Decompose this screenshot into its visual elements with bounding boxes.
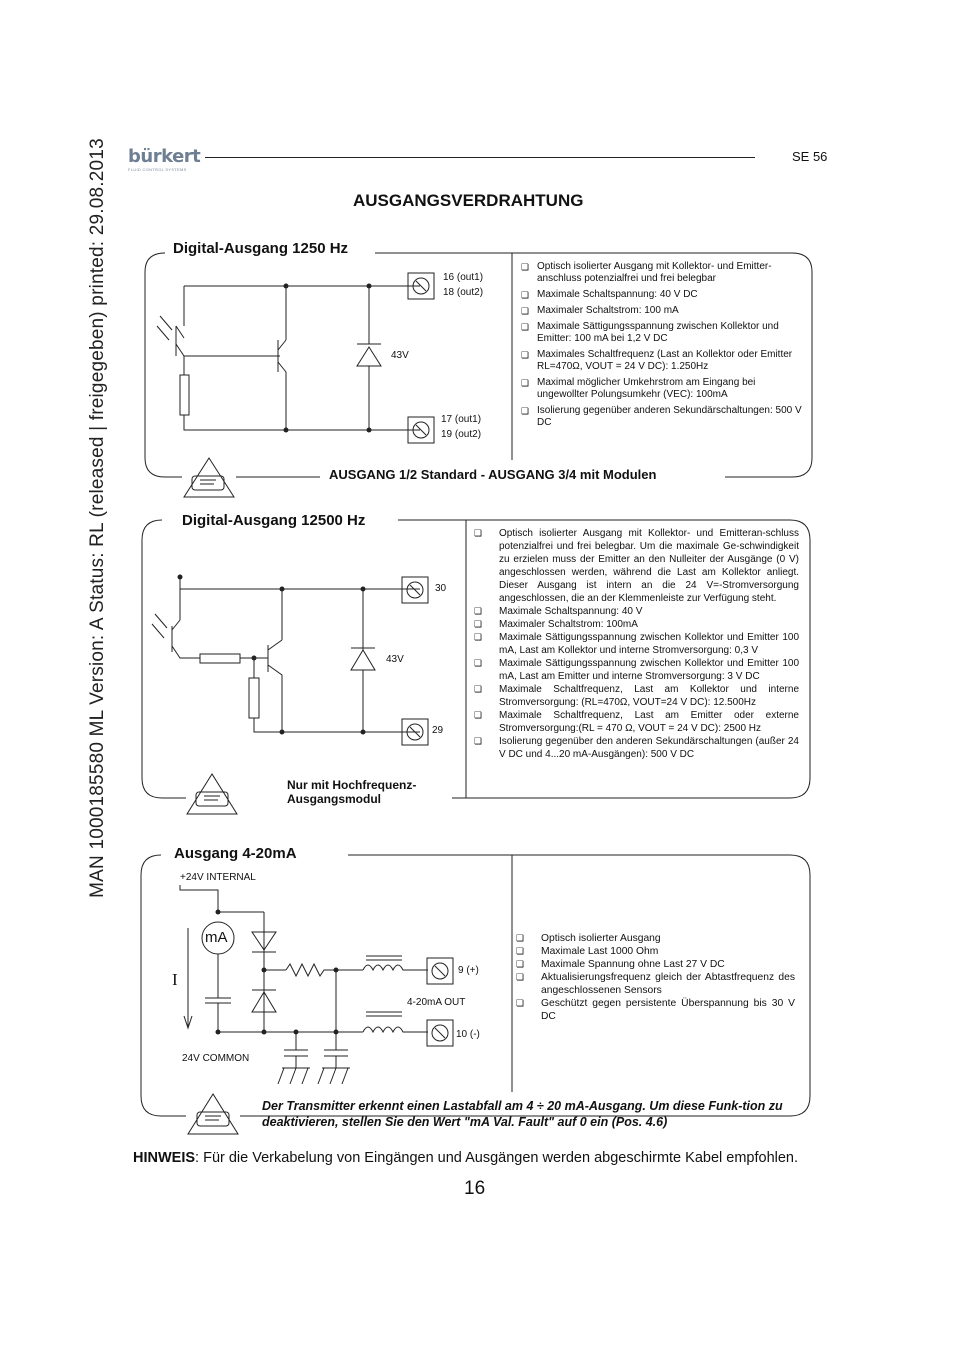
label-24v-common: 24V COMMON xyxy=(182,1053,250,1064)
section1-spec-list xyxy=(521,261,803,433)
terminal-18-label: 18 (out2) xyxy=(443,287,484,298)
logo-subline: FLUID CONTROL SYSTEMS xyxy=(128,167,187,172)
terminal-30-label: 30 xyxy=(435,583,447,594)
hint-text: : Für die Verkabelung von Eingängen und Ausgängen werden abgeschirmte Kabel empfohlen. xyxy=(195,1150,799,1166)
spec-item: ❏ Maximale Spannung ohne Last 27 V DC xyxy=(516,958,795,971)
spec-item: ❏ Maximale Sättigungsspannung zwischen Kollektor und Emitter 100 mA, Last am Emitter und interne Stromversorgung: 3 V DC xyxy=(474,657,799,683)
label-24v-internal: +24V INTERNAL xyxy=(180,872,256,883)
logo-wordmark: bürkert xyxy=(128,146,201,167)
terminal-17-label: 17 (out1) xyxy=(441,414,482,425)
terminal-9-label: 9 (+) xyxy=(458,965,479,976)
spec-item: ❏ Optisch isolierter Ausgang xyxy=(516,932,795,945)
spec-item: ❏ Isolierung gegenüber den anderen Sekundärschaltungen (außer 24 V DC und 4...20 mA-Ausgängen): 500 V DC xyxy=(474,735,799,761)
out-label: 4-20mA OUT xyxy=(407,997,466,1008)
section2-title: Digital-Ausgang 12500 Hz xyxy=(182,512,366,529)
section2-spec-list xyxy=(474,527,799,761)
section2-caption: Nur mit Hochfrequenz-Ausgangsmodul xyxy=(287,778,417,806)
hint-paragraph xyxy=(133,1150,798,1166)
hand-pointer-icon-2 xyxy=(187,774,237,814)
spec-item: ❏ Aktualisierungsfrequenz gleich der Abtastfrequenz des angeschlossenen Sensors xyxy=(516,971,795,997)
spec-item: ❏ Maximale Schaltspannung: 40 V xyxy=(474,605,799,618)
spec-item: ❏ Maximaler Schaltstrom: 100 mA xyxy=(521,305,803,317)
hand-pointer-icon xyxy=(184,458,234,497)
terminal-29-label: 29 xyxy=(432,725,444,736)
page-title: AUSGANGSVERDRAHTUNG xyxy=(353,191,584,210)
zener-label: 43V xyxy=(391,350,409,361)
meter-label: mA xyxy=(205,929,228,946)
page-code: SE 56 xyxy=(792,149,828,164)
spec-item: ❏ Isolierung gegenüber anderen Sekundärschaltungen: 500 V DC xyxy=(521,405,803,429)
spec-item: ❏ Maximale Schaltspannung: 40 V DC xyxy=(521,289,803,301)
spec-item: ❏ Maximale Last 1000 Ohm xyxy=(516,945,795,958)
terminal-16-label: 16 (out1) xyxy=(443,272,484,283)
spec-item: ❏ Optisch isolierter Ausgang mit Kollektor- und Emitter-anschluss potenzialfrei und frei belegbar xyxy=(521,261,803,285)
page-number: 16 xyxy=(464,1178,486,1199)
section3-spec-list xyxy=(516,932,795,1023)
stamp-text: MAN 1000185580 ML Version: A Status: RL (released | freigegeben) printed: 29.08.2013 xyxy=(87,138,108,898)
spec-item: ❏ Maximaler Schaltstrom: 100mA xyxy=(474,618,799,631)
spec-item: ❏ Optisch isolierter Ausgang mit Kollektor- und Emitteran-schluss potenzialfrei und frei belegbar. Um die maximale Ge-schwindigkeit zu erzielen muss der Emitter an den Nulleiter der Ausgänge (0 V) angeschlossen werden, während die Last am Kollektor anliegt. Dieser Ausgang ist intern an die 24 V=-Stromversorgung angeschlossen, die an der Klemmenleiste zur Verfügung steht. xyxy=(474,527,799,605)
zener-label-2: 43V xyxy=(386,654,404,665)
spec-item: ❏ Geschützt gegen persistente Überspannung bis 30 V DC xyxy=(516,997,795,1023)
spec-item: ❏ Maximales Schaltfrequenz (Last an Kollektor oder Emitter RL=470Ω, VOUT = 24 V DC): 1.250Hz xyxy=(521,349,803,373)
hand-pointer-icon-3 xyxy=(188,1094,238,1134)
terminal-19-label: 19 (out2) xyxy=(441,429,482,440)
spec-item: ❏ Maximal möglicher Umkehrstrom am Eingang bei ungewollter Polungsumkehr (VEC): 100mA xyxy=(521,377,803,401)
spec-item: ❏ Maximale Schaltfrequenz, Last am Kollektor und interne Stromversorgung: (RL=470Ω, VOUT=24 V DC): 12.500Hz xyxy=(474,683,799,709)
current-label: I xyxy=(172,970,178,989)
section1-caption: AUSGANG 1/2 Standard - AUSGANG 3/4 mit Modulen xyxy=(329,467,657,482)
hint-label: HINWEIS xyxy=(133,1150,196,1166)
section3-note: Der Transmitter erkennt einen Lastabfall am 4 ÷ 20 mA-Ausgang. Um diese Funk-tion zu deaktivieren, stellen Sie den Wert "mA Val. Fault" auf 0 ein (Pos. 4.6) xyxy=(262,1099,783,1129)
spec-item: ❏ Maximale Schaltfrequenz, Last am Emitter oder externe Stromversorgung:(RL = 470 Ω, VOUT = 24 V DC): 2500 Hz xyxy=(474,709,799,735)
spec-item: ❏ Maximale Sättigungsspannung zwischen Kollektor und Emitter 100 mA, Last am Kollektor und interne Stromversorgung: 0,3 V xyxy=(474,631,799,657)
section1-title: Digital-Ausgang 1250 Hz xyxy=(173,240,349,257)
terminal-10-label: 10 (-) xyxy=(456,1029,480,1040)
section3-title: Ausgang 4-20mA xyxy=(174,845,297,862)
spec-item: ❏ Maximale Sättigungsspannung zwischen Kollektor und Emitter: 100 mA bei 1,2 V DC xyxy=(521,321,803,345)
